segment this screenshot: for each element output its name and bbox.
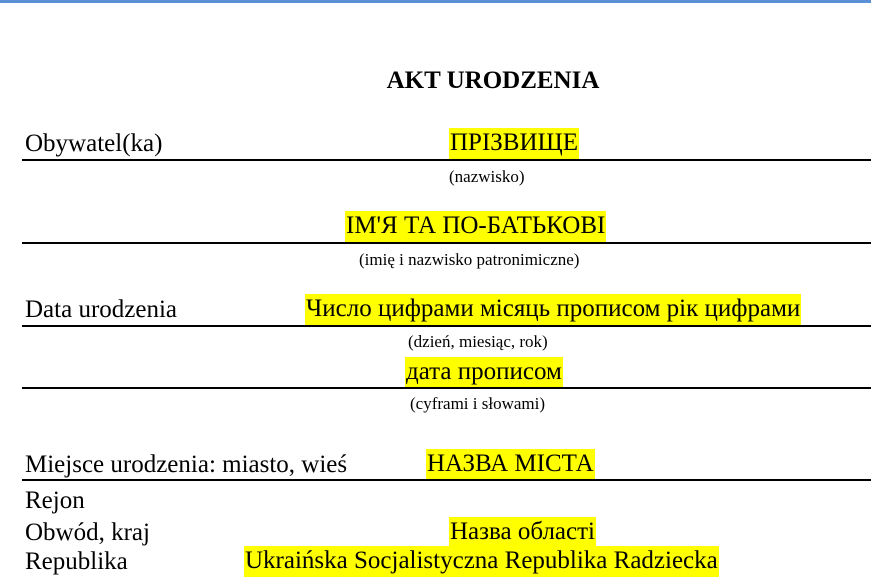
- birthplace-value: НАЗВА МІСТА: [426, 449, 595, 480]
- birthdate-label: Data urodzenia: [25, 296, 178, 323]
- republic-value: Ukraińska Socjalistyczna Republika Radziecka: [244, 546, 719, 577]
- region-label: Obwód, kraj: [25, 519, 150, 546]
- citizen-label: Obywatel(ka): [25, 130, 163, 157]
- birthdate-caption: (dzień, miesiąc, rok): [408, 332, 548, 351]
- surname-underline: [22, 159, 871, 161]
- date-words-caption: (cyframi i słowami): [410, 394, 546, 413]
- birthdate-underline: [22, 325, 871, 327]
- birthplace-label: Miejsce urodzenia: miasto, wieś: [25, 451, 348, 478]
- surname-caption: (nazwisko): [449, 167, 525, 186]
- date-words-value: дата прописом: [405, 357, 563, 388]
- name-value: ІМ'Я ТА ПО-БАТЬКОВІ: [345, 211, 606, 242]
- district-label: Rejon: [25, 487, 85, 514]
- document-title: AKT URODZENIA: [386, 67, 600, 94]
- surname-value: ПРІЗВИЩЕ: [449, 128, 579, 159]
- name-caption: (imię i nazwisko patronimiczne): [359, 250, 580, 269]
- page-top-border: [0, 0, 871, 3]
- name-underline: [22, 242, 871, 244]
- republic-label: Republika: [25, 548, 128, 575]
- birthdate-value: Число цифрами місяць прописом рік цифрами: [305, 294, 801, 325]
- region-value: Назва області: [449, 517, 596, 548]
- date-words-underline: [22, 387, 871, 389]
- birthplace-underline: [22, 479, 871, 481]
